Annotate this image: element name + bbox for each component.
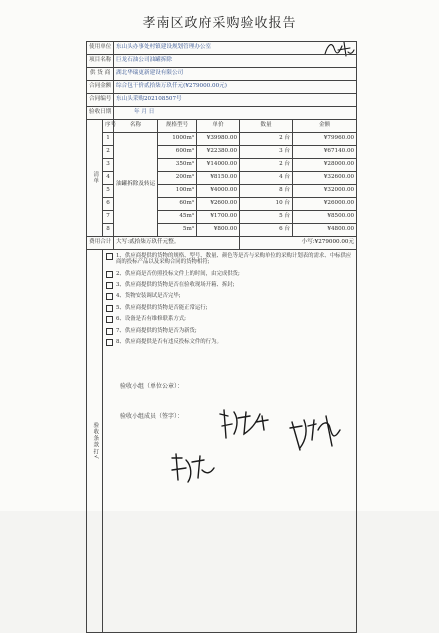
item-amount: ¥26000.00 [293,198,357,211]
row-project [87,55,357,68]
date-label: 验收日期 [87,107,114,120]
header-amount: 金额 [293,120,357,133]
check-item[interactable]: 6、设备是否有维修联系方式; [106,316,353,322]
checkbox[interactable] [106,328,113,335]
item-seq: 2 [103,146,114,159]
item-price: ¥2600.00 [197,198,240,211]
header-seq: 序号 [103,120,114,133]
total-label: 费用合计 [87,237,114,250]
header-qty: 数量 [240,120,293,133]
total-capital: 大写:贰拾柒万玖仟元整。 [114,237,240,250]
row-amount [87,81,357,94]
item-spec: 45m³ [158,211,197,224]
amount-label: 合同金额 [87,81,114,94]
item-price: ¥14000.00 [197,159,240,172]
checkbox[interactable] [106,305,113,312]
item-amount: ¥4800.00 [293,224,357,237]
row-user-unit [87,42,357,55]
item-qty: 6 台 [240,224,293,237]
date-value: 年 月 日 [114,107,357,120]
supplier-value: 湖北华瑞更新建设有限公司 [114,68,357,81]
row-supplier [87,68,357,81]
checks-cell [103,250,357,633]
row-date [87,107,357,120]
item-spec: 60m³ [158,198,197,211]
item-qty: 3 台 [240,146,293,159]
items-header-row [87,120,357,133]
item-price: ¥22380.00 [197,146,240,159]
item-seq: 6 [103,198,114,211]
amount-value: 综合包干价贰拾柒万玖仟元(¥279000.00元) [114,81,357,94]
item-qty: 4 台 [240,172,293,185]
item-price: ¥4000.00 [197,185,240,198]
item-price: ¥39980.00 [197,133,240,146]
header-name: 名称 [114,120,158,133]
check-item[interactable]: 7、供应商提供的货物是否为新货; [106,328,353,334]
project-label: 项目名称 [87,55,114,68]
header-unit-price: 单价 [197,120,240,133]
item-spec: 600m³ [158,146,197,159]
checkbox[interactable] [106,316,113,323]
checkbox[interactable] [106,282,113,289]
item-amount: ¥8500.00 [293,211,357,224]
item-spec: 5m³ [158,224,197,237]
total-row [87,237,357,250]
item-amount: ¥28000.00 [293,159,357,172]
contract-no-value: 东山头采购202108507号 [114,94,357,107]
check-item[interactable]: 8、供应商提供是否有违反投标文件的行为。 [106,339,353,345]
item-seq: 8 [103,224,114,237]
acceptance-table [86,41,357,633]
item-row [87,133,357,146]
checkbox[interactable] [106,339,113,346]
checkbox[interactable] [106,293,113,300]
item-spec: 1000m³ [158,133,197,146]
item-qty: 10 台 [240,198,293,211]
user-unit-label: 使用单位 [87,42,114,55]
supplier-label: 供 货 商 [87,68,114,81]
item-amount: ¥79960.00 [293,133,357,146]
item-spec: 100m³ [158,185,197,198]
members-sign-label: 验收小组成员（签字）： [120,413,184,420]
item-spec: 200m³ [158,172,197,185]
checks-row [87,250,357,633]
check-item[interactable]: 1、供应商提供的货物的规格、型号、数量、颜色等是否与采购单位的采购计划表的需求、中标供应商的投标产品以及采购合同的货物相符; [106,253,353,265]
item-qty: 5 台 [240,211,293,224]
item-amount: ¥67140.00 [293,146,357,159]
group-stamp-label: 验收小组（单位公章）： [120,383,184,390]
item-name: 油罐拆除及转运 [114,133,158,237]
header-spec: 规格型号 [158,120,197,133]
row-contract-no [87,94,357,107]
checkbox[interactable] [106,253,113,260]
contract-no-label: 合同编号 [87,94,114,107]
item-price: ¥800.00 [197,224,240,237]
checkbox[interactable] [106,271,113,278]
check-item[interactable]: 3、供应商提供的货物是否在验收现场开箱、拆封; [106,282,353,288]
total-small: 小写:¥279000.00元 [240,237,357,250]
item-seq: 3 [103,159,114,172]
document-title: 孝南区政府采购验收报告 [142,16,297,31]
check-item[interactable]: 4、货物安装调试是否完毕; [106,293,353,299]
check-item[interactable]: 2、供应商是否仿照投标文件上的时间，由完成供货; [106,271,353,277]
item-qty: 2 台 [240,133,293,146]
checks-section-label: 验收条款打√ [87,250,103,633]
item-seq: 1 [103,133,114,146]
item-price: ¥1700.00 [197,211,240,224]
item-qty: 8 台 [240,185,293,198]
item-seq: 7 [103,211,114,224]
item-spec: 350m³ [158,159,197,172]
item-amount: ¥32600.00 [293,172,357,185]
check-item[interactable]: 5、供应商提供的货物是否能正常运行; [106,305,353,311]
item-price: ¥8150.00 [197,172,240,185]
project-value: 巨龙石油公司油罐拆除 [114,55,357,68]
user-unit-value: 东山头办事处村镇建设规划管理办公室 [114,42,357,55]
item-seq: 5 [103,185,114,198]
item-amount: ¥32000.00 [293,185,357,198]
items-section-label: 清单 [87,120,103,237]
item-qty: 2 台 [240,159,293,172]
item-seq: 4 [103,172,114,185]
